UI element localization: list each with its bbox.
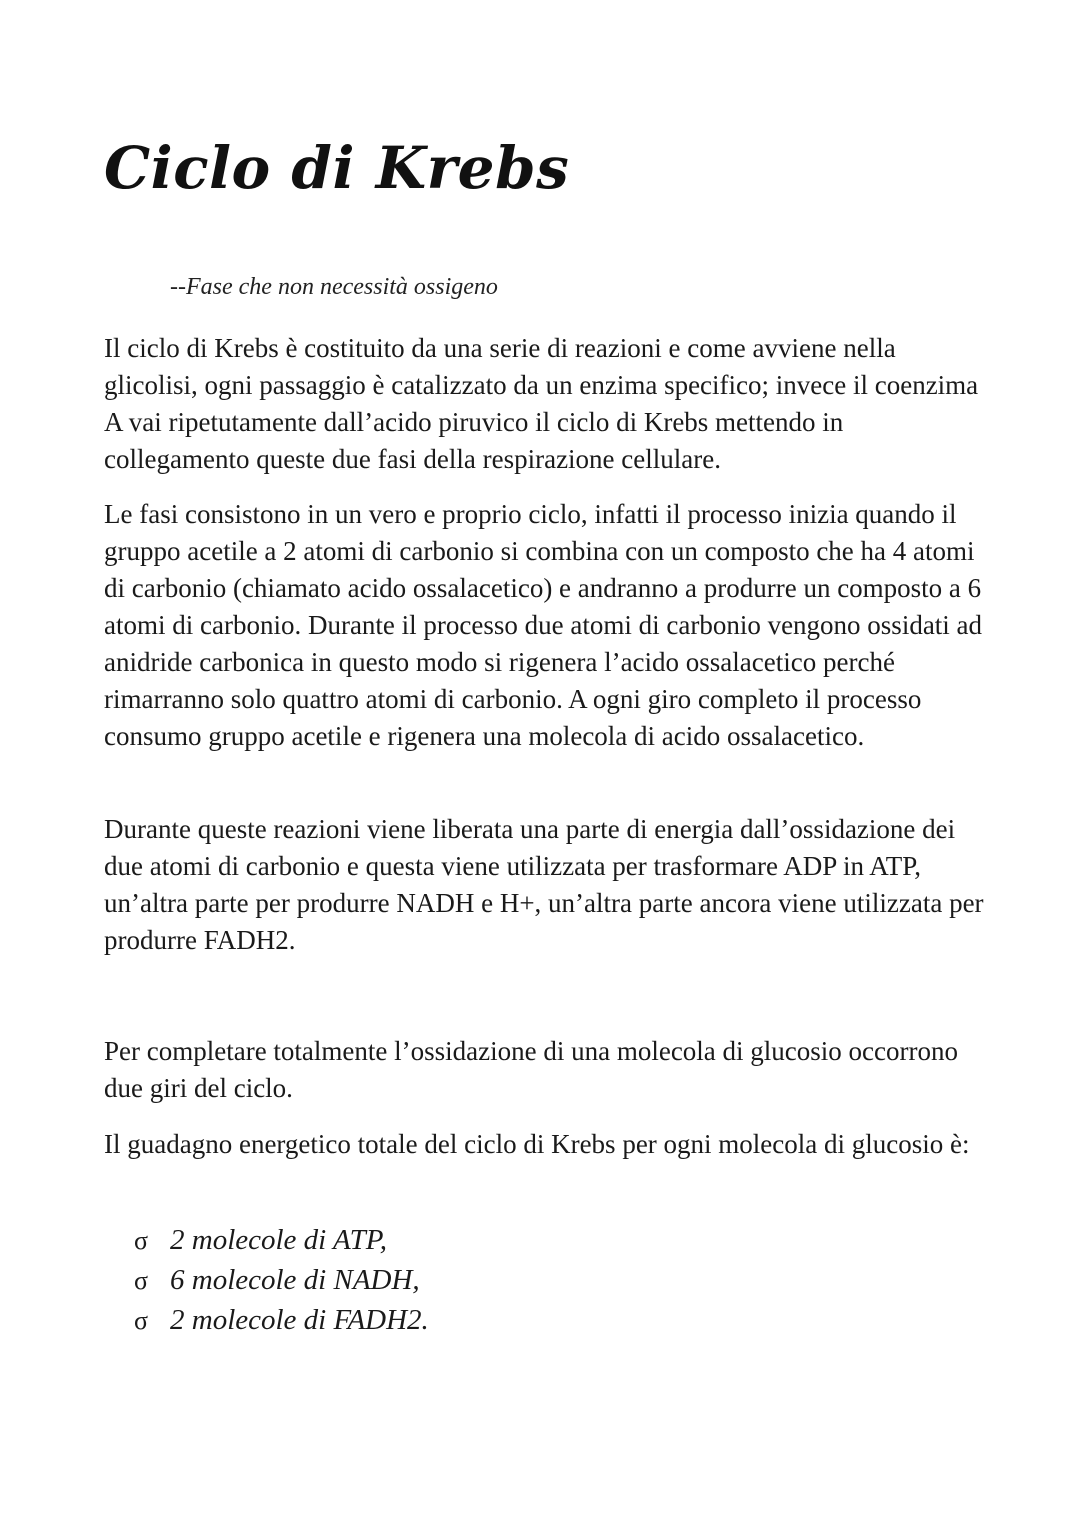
list-item-text: 6 molecole di NADH, — [170, 1264, 420, 1296]
list-item — [134, 1260, 429, 1300]
sigma-bullet-icon: σ — [134, 1266, 149, 1295]
sigma-bullet-icon: σ — [134, 1306, 149, 1335]
subtitle-note: --Fase che non necessità ossigeno — [170, 274, 498, 300]
list-item-text: 2 molecole di FADH2. — [170, 1304, 429, 1336]
page-title: Ciclo di Krebs — [104, 134, 570, 202]
paragraph-glucose-oxidation: Per completare totalmente l’ossidazione di una molecola di glucosio occorrono due giri del ciclo. — [104, 1036, 958, 1103]
energy-gain-list — [134, 1220, 429, 1340]
list-item — [134, 1300, 429, 1340]
list-item — [134, 1220, 429, 1260]
list-item-text: 2 molecole di ATP, — [170, 1224, 387, 1256]
paragraph-intro: Il ciclo di Krebs è costituito da una serie di reazioni e come avviene nella glicolisi, ogni passaggio è catalizzato da un enzima specifico; invece il coenzima A vai ripetutamente dall’acido piruvico il ciclo di Krebs mettendo in collegamento queste due fasi della respirazione cellulare. — [104, 333, 979, 474]
paragraph-energy: Durante queste reazioni viene liberata una parte di energia dall’ossidazione dei due atomi di carbonio e questa viene utilizzata per trasformare ADP in ATP, un’altra parte per produrre NADH e H+, un’altra parte ancora viene utilizzata per produrre FADH2. — [104, 814, 984, 955]
paragraph-phases: Le fasi consistono in un vero e proprio ciclo, infatti il processo inizia quando il gruppo acetile a 2 atomi di carbonio si combina con un composto che ha 4 atomi di carbonio (chiamato acido ossalacetico) e andranno a produrre un composto a 6 atomi di carbonio. Durante il processo due atomi di carbonio vengono ossidati ad anidride carbonica in questo modo si rigenera l’acido ossalacetico perché rimarranno solo quattro atomi di carbonio. A ogni giro completo il processo consumo gruppo acetile e rigenera una molecola di acido ossalacetico. — [104, 499, 983, 751]
sigma-bullet-icon: σ — [134, 1226, 149, 1255]
paragraph-energy-gain: Il guadagno energetico totale del ciclo di Krebs per ogni molecola di glucosio è: — [104, 1129, 970, 1159]
